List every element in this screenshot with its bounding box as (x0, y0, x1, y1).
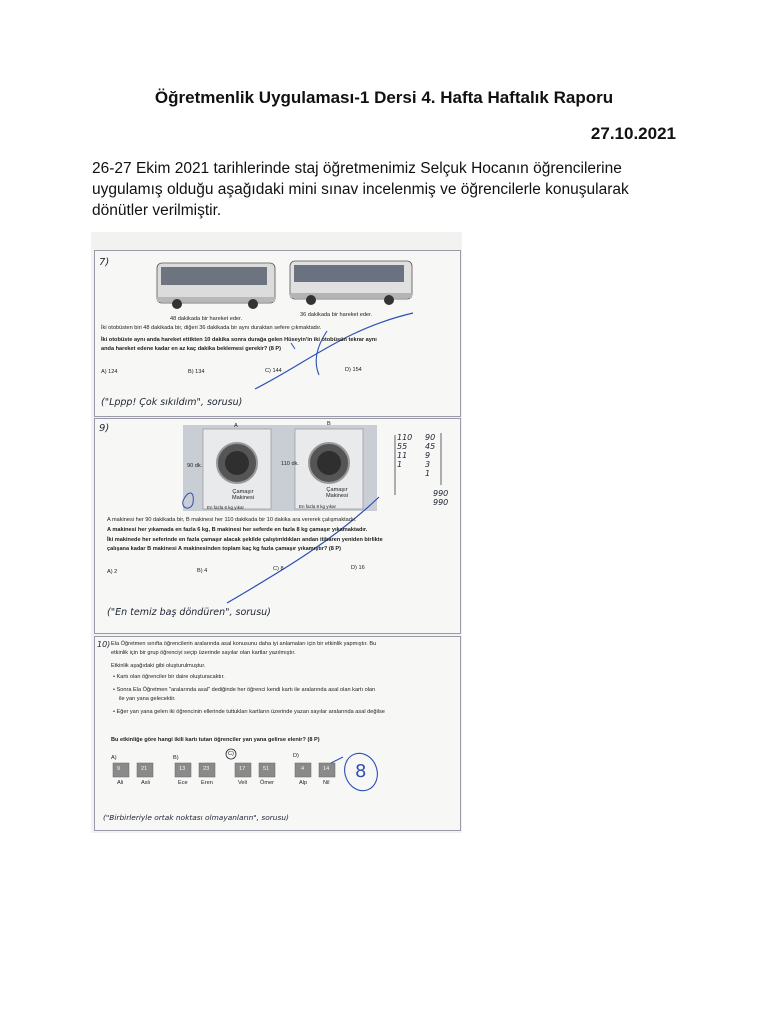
question-10-note: ("Birbirleriyle ortak noktası olmayanların", sorusu) (103, 813, 289, 822)
question-10-line-3: Etkinlik aşağıdaki gibi oluşturulmuştur. (111, 663, 206, 669)
lcm-work-left: 110 55 11 1 (397, 433, 413, 469)
card-value: 4 (301, 766, 305, 772)
report-title: Öğretmenlik Uygulaması-1 Dersi 4. Hafta Haftalık Raporu (154, 88, 614, 107)
machine-a-label: A (234, 423, 238, 429)
student-name: Eren (201, 780, 213, 786)
question-9-line-3: İki makinede her seferinde en fazla çamaşır alacak şekilde çalıştırıldıkları andan itibaren yeniden birlikte (107, 537, 383, 543)
question-9-option-c: C) 8 (273, 566, 284, 572)
question-7-line-1: İki otobüsten biri 48 dakikada bir, diğeri 36 dakikada bir aynı duraktan sefere çıkmaktadır. (101, 325, 322, 331)
student-name: Aslı (141, 780, 151, 786)
question-7-option-b: B) 134 (188, 369, 205, 375)
card-value: 13 (179, 766, 186, 772)
question-10-bullet-2: • Sonra Ela Öğretmen "aralarında asal" dediğinde her öğrenci kendi kartı ile aralarında asal olan kartı olan (113, 687, 376, 693)
report-date: 27.10.2021 (590, 124, 676, 143)
question-10-question: Bu etkinliğe göre hangi ikili kartı tutan öğrenciler yan yana gelirse elenir? (8 P) (111, 737, 320, 743)
bus-1-caption: 48 dakikada bir hareket eder. (170, 316, 243, 322)
question-7-panel (94, 250, 461, 417)
machine-a-capacity: En fazla 6 kg yıkar (207, 505, 245, 510)
question-7-option-c: C) 144 (265, 368, 282, 374)
question-7-line-2: İki otobüste aynı anda hareket ettikten 10 dakika sonra durağa gelen Hüseyin'in iki otobüsün tekrar aynı (101, 337, 377, 343)
question-9-panel (94, 418, 461, 634)
question-7-line-3: anda hareket edene kadar en az kaç dakika beklemesi gerekir? (8 P) (101, 346, 282, 352)
student-name: Alp (299, 780, 308, 786)
question-7-option-d: D) 154 (345, 367, 362, 373)
machine-a-time: 90 dk. (187, 463, 203, 469)
question-9-line-1: A makinesi her 90 dakikada bir, B makinesi her 110 dakikada bir 10 dakika ara vererek çalışmaktadır. (107, 517, 357, 523)
question-10-number: 10) (97, 640, 111, 649)
question-10-line-1: Ela Öğretmen sınıfta öğrencilerin aralarında asal konusunu daha iyi anlamaları için bir etkinlik yapmıştır. Bu (111, 641, 377, 647)
option-c-letter: C) (228, 751, 234, 757)
lcm-result: 990 990 (433, 489, 449, 507)
bus-illustration (95, 251, 460, 416)
student-name: Ali (117, 780, 124, 786)
card-value: 14 (323, 766, 330, 772)
student-name: Ömer (260, 780, 274, 786)
machine-a-name: Çamaşır Makinesi (231, 489, 255, 501)
machine-b-name: Çamaşır Makinesi (325, 487, 349, 499)
question-10-bullet-2b: ile yan yana gelecektir. (119, 696, 176, 702)
bus-2-caption: 36 dakikada bir hareket eder. (300, 312, 373, 318)
student-name: Nil (323, 780, 330, 786)
student-name: Ece (178, 780, 188, 786)
card-value: 21 (141, 766, 148, 772)
question-9-line-4: çalışana kadar B makinesi A makinesinden toplam kaç kg fazla çamaşır yıkamıştır? (8 P) (107, 546, 342, 552)
option-b-letter: B) (173, 755, 179, 761)
card-value: 23 (203, 766, 210, 772)
question-9-note: ("En temiz baş döndüren", sorusu) (107, 607, 271, 618)
option-a-letter: A) (111, 755, 117, 761)
question-9-option-b: B) 4 (197, 568, 208, 574)
question-7-note: ("Lppp! Çok sıkıldım", sorusu) (101, 397, 243, 408)
question-9-number: 9) (99, 423, 110, 434)
machine-b-time: 110 dk. (281, 461, 299, 467)
machine-b-capacity: En fazla 8 kg yıkar (299, 504, 337, 509)
question-7-number: 7) (99, 257, 110, 268)
card-value: 9 (117, 766, 121, 772)
card-value: 17 (239, 766, 246, 772)
question-10-bullet-1: • Kartı olan öğrenciler bir daire oluşturacaktır. (113, 674, 225, 680)
question-10-line-2: etkinlik için bir grup öğrenciyi seçip üzerinde sayılar olan kartlar yazılmıştır. (111, 650, 296, 656)
question-9-option-d: D) 16 (351, 565, 365, 571)
lcm-work-right: 90 45 9 3 1 (425, 433, 436, 478)
handwritten-score: 8 (355, 761, 367, 782)
question-10-panel (94, 636, 461, 831)
bus-1-icon (157, 263, 275, 309)
bus-2-icon (290, 261, 412, 305)
question-9-line-2: A makinesi her yıkamada en fazla 6 kg, B makinesi her seferde en fazla 8 kg çamaşır yıkamaktadır. (107, 527, 368, 533)
scanned-exam-sheet (91, 232, 462, 833)
intro-paragraph: 26-27 Ekim 2021 tarihlerinde staj öğretmenimiz Selçuk Hocanın öğrencilerine uygulamış olduğu aşağıdaki mini sınav incelenmiş ve öğrencilerle konuşularak dönütler verilmiştir. (92, 160, 629, 219)
machine-b-label: B (327, 421, 331, 427)
option-d-letter: D) (293, 753, 299, 759)
question-7-option-a: A) 124 (101, 369, 118, 375)
cards-illustration (95, 637, 460, 830)
student-name: Veli (238, 780, 248, 786)
question-10-bullet-3: • Eğer yan yana gelen iki öğrencinin ellerinde tuttukları kartların üzerinde yazan sayılar aralarında asal değilse (113, 709, 385, 715)
card-value: 51 (263, 766, 270, 772)
question-9-option-a: A) 2 (107, 569, 118, 575)
